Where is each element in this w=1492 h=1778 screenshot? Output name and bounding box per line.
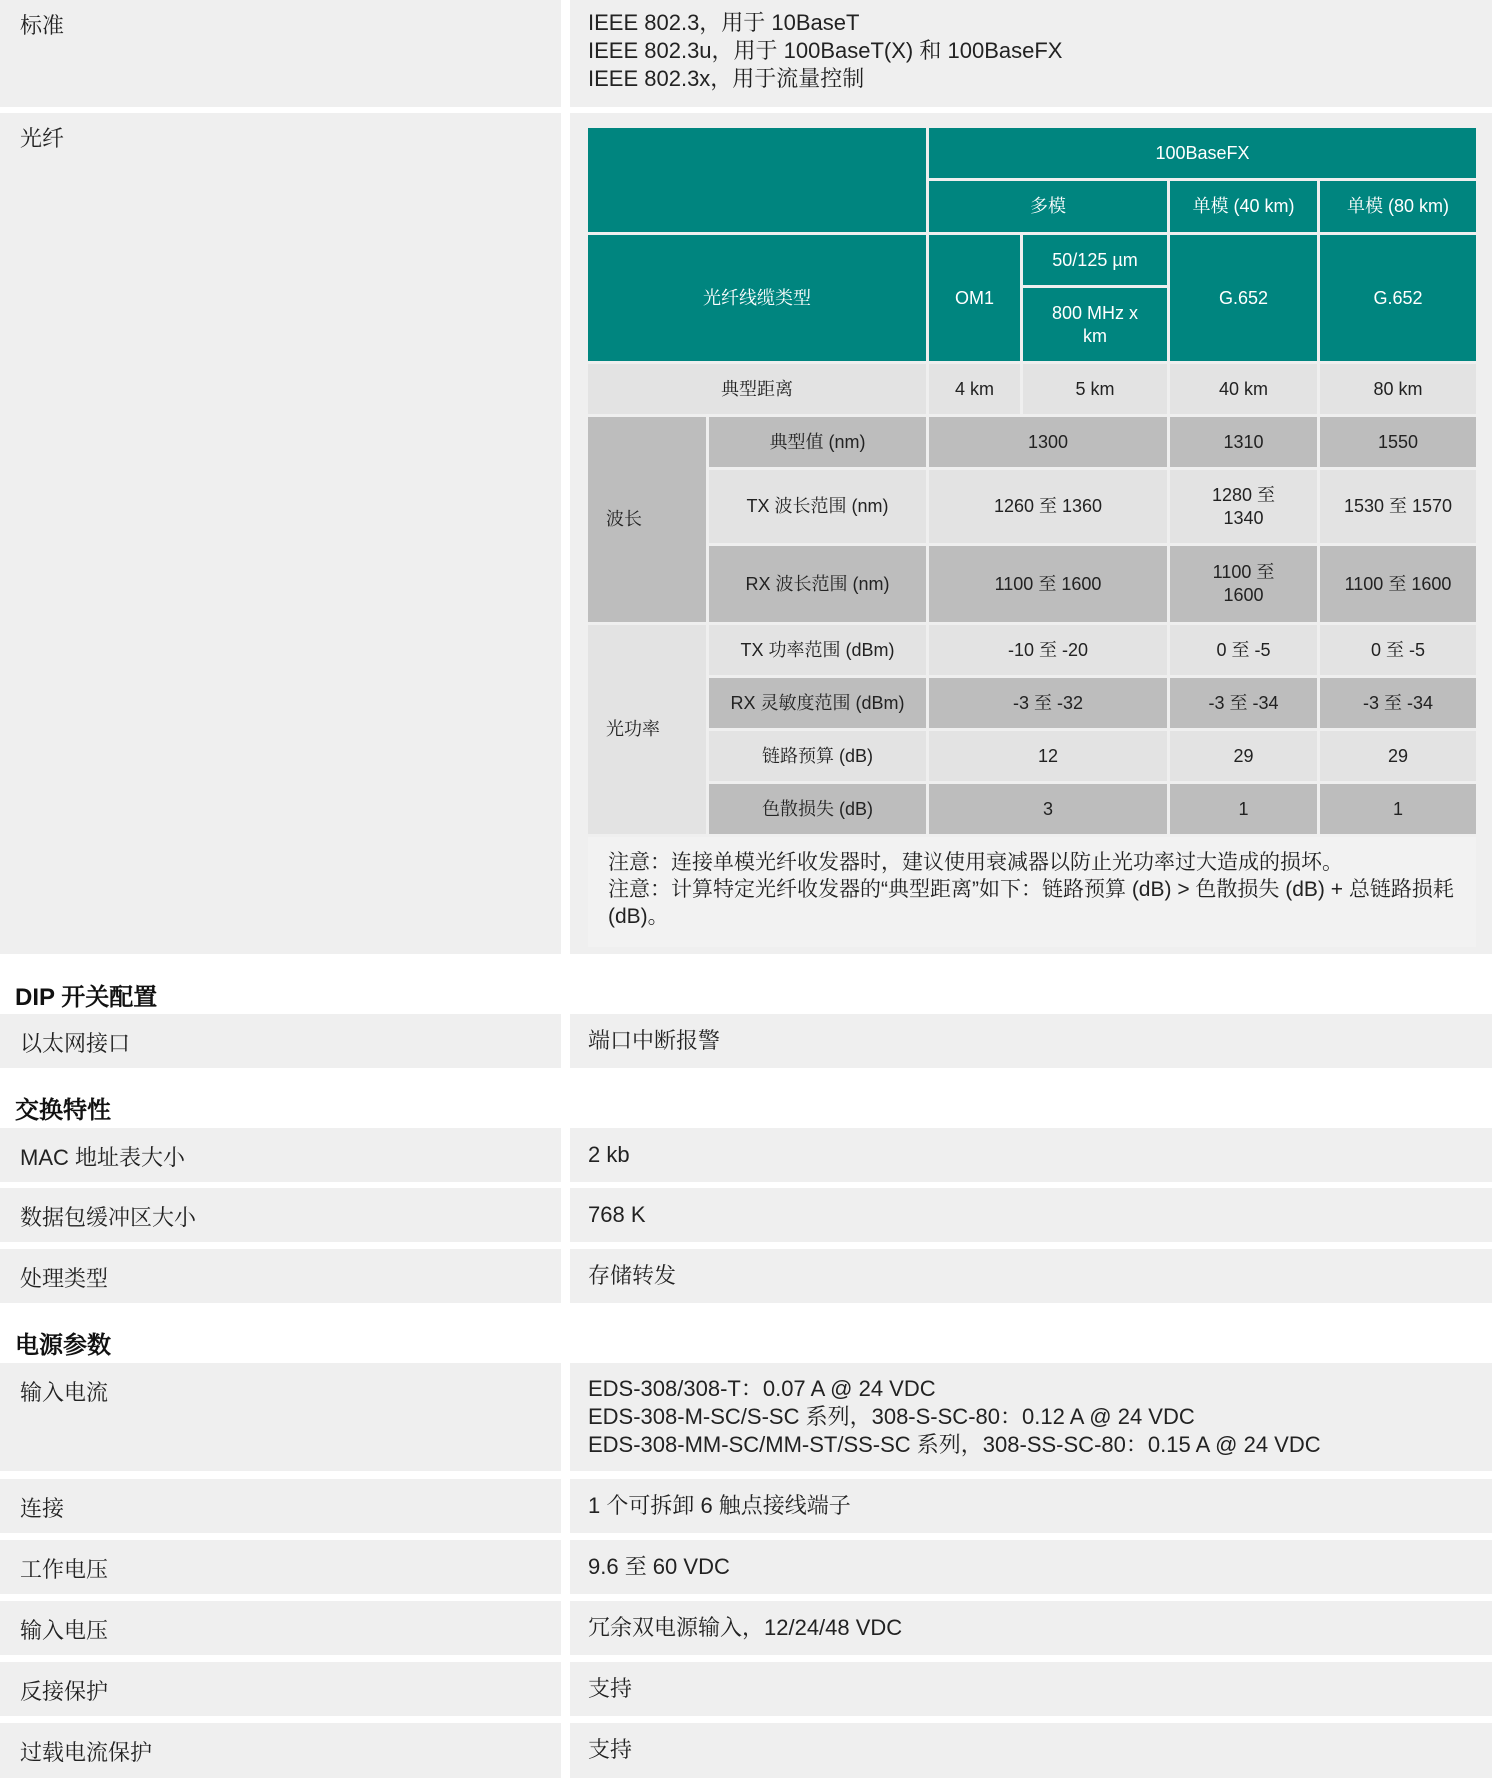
power-input-current-row — [0, 1363, 1492, 1471]
standards-line: IEEE 802.3u，用于 100BaseT(X) 和 100BaseFX — [588, 38, 1063, 63]
fiber-label: 光纤 — [0, 113, 561, 954]
power-row-label: 输入电压 — [0, 1601, 561, 1655]
wavelength-value: 1100 至 1600 — [929, 546, 1167, 622]
standards-line: IEEE 802.3x，用于流量控制 — [588, 66, 865, 91]
input-current-label: 输入电流 — [0, 1363, 561, 1471]
power-row — [0, 1662, 1492, 1716]
fiber-header-group: 100BaseFX — [929, 128, 1476, 178]
power-row-value: 冗余双电源输入，12/24/48 VDC — [570, 1601, 1492, 1655]
power-row-value: 9.6 至 60 VDC — [570, 1540, 1492, 1594]
switching-row-value: 2 kb — [570, 1128, 1492, 1182]
power-row-label: RX 灵敏度范围 (dBm) — [709, 678, 926, 728]
power-row — [0, 1723, 1492, 1778]
dip-row-value: 端口中断报警 — [570, 1014, 1492, 1068]
wavelength-value: 1310 — [1170, 417, 1317, 467]
switching-row-value: 768 K — [570, 1188, 1492, 1242]
typical-distance-value: 40 km — [1170, 364, 1317, 414]
power-row-label: 链路预算 (dB) — [709, 731, 926, 781]
input-current-line: EDS-308-M-SC/S-SC 系列，308-S-SC-80：0.12 A @ 24 VDC — [588, 1404, 1195, 1429]
power-row-label: 工作电压 — [0, 1540, 561, 1594]
power-value: 29 — [1320, 731, 1476, 781]
power-value: 29 — [1170, 731, 1317, 781]
standards-value — [570, 0, 1492, 107]
power-value: 3 — [929, 784, 1167, 834]
section-heading-switching: 交换特性 — [15, 1097, 111, 1124]
power-value: 1 — [1170, 784, 1317, 834]
fiber-header-blank — [588, 128, 926, 232]
wavelength-value: 1530 至 1570 — [1320, 470, 1476, 543]
power-value: -3 至 -34 — [1170, 678, 1317, 728]
switching-row-value: 存储转发 — [570, 1249, 1492, 1303]
switching-row-label: 数据包缓冲区大小 — [0, 1188, 561, 1242]
power-value: -3 至 -32 — [929, 678, 1167, 728]
power-value: 0 至 -5 — [1320, 625, 1476, 675]
fiber-note: 注意：计算特定光纤收发器的“典型距离”如下：链路预算 (dB) > 色散损失 (dB) + 总链路损耗 (dB)。 — [608, 878, 1454, 928]
wavelength-row-label: 典型值 (nm) — [709, 417, 926, 467]
wavelength-value: 1100 至 1600 — [1170, 546, 1317, 622]
fiber-note: 注意：连接单模光纤收发器时，建议使用衰减器以防止光功率过大造成的损坏。 — [608, 851, 1343, 874]
power-row-value: 支持 — [570, 1662, 1492, 1716]
wavelength-group-label: 波长 — [588, 417, 706, 622]
fiber-notes — [588, 837, 1476, 947]
power-row-label: 反接保护 — [0, 1662, 561, 1716]
power-value: -10 至 -20 — [929, 625, 1167, 675]
switching-row — [0, 1249, 1492, 1303]
typical-distance-label: 典型距离 — [588, 364, 926, 414]
fiber-header-single80: 单模 (80 km) — [1320, 181, 1476, 232]
power-row-label: 连接 — [0, 1479, 561, 1533]
power-value: 12 — [929, 731, 1167, 781]
power-row — [0, 1540, 1492, 1594]
input-current-line: EDS-308-MM-SC/MM-ST/SS-SC 系列，308-SS-SC-80：0.15 A @ 24 VDC — [588, 1432, 1321, 1457]
switching-row-label: MAC 地址表大小 — [0, 1128, 561, 1182]
wavelength-value: 1280 至 1340 — [1170, 470, 1317, 543]
section-heading-power: 电源参数 — [15, 1332, 111, 1359]
fiber-cable-mm-size: 50/125 µm — [1023, 235, 1167, 285]
wavelength-value: 1300 — [929, 417, 1167, 467]
wavelength-value: 1100 至 1600 — [1320, 546, 1476, 622]
typical-distance-value: 4 km — [929, 364, 1020, 414]
typical-distance-value: 5 km — [1023, 364, 1167, 414]
section-heading-dip: DIP 开关配置 — [15, 984, 158, 1011]
dip-row — [0, 1014, 1492, 1068]
standards-label: 标准 — [0, 0, 561, 107]
standards-line: IEEE 802.3，用于 10BaseT — [588, 10, 860, 35]
fiber-table-container — [570, 113, 1492, 954]
fiber-cable-g652-80: G.652 — [1320, 235, 1476, 361]
power-value: 1 — [1320, 784, 1476, 834]
power-row-label: TX 功率范围 (dBm) — [709, 625, 926, 675]
wavelength-row-label: TX 波长范围 (nm) — [709, 470, 926, 543]
fiber-cable-g652-40: G.652 — [1170, 235, 1317, 361]
power-row-value: 1 个可拆卸 6 触点接线端子 — [570, 1479, 1492, 1533]
wavelength-value: 1260 至 1360 — [929, 470, 1167, 543]
power-row-value: 支持 — [570, 1723, 1492, 1778]
fiber-cable-om1: OM1 — [929, 235, 1020, 361]
wavelength-row-label: RX 波长范围 (nm) — [709, 546, 926, 622]
fiber-header-single40: 单模 (40 km) — [1170, 181, 1317, 232]
typical-distance-value: 80 km — [1320, 364, 1476, 414]
switching-row-label: 处理类型 — [0, 1249, 561, 1303]
power-row — [0, 1601, 1492, 1655]
input-current-value — [570, 1363, 1492, 1471]
input-current-line: EDS-308/308-T：0.07 A @ 24 VDC — [588, 1376, 936, 1401]
power-row — [0, 1479, 1492, 1533]
fiber-header-multimode: 多模 — [929, 181, 1167, 232]
dip-row-label: 以太网接口 — [0, 1014, 561, 1068]
switching-row — [0, 1128, 1492, 1182]
power-row-label: 色散损失 (dB) — [709, 784, 926, 834]
power-row-label: 过载电流保护 — [0, 1723, 561, 1778]
standards-row — [0, 0, 1492, 107]
fiber-cable-type-label: 光纤线缆类型 — [588, 235, 926, 361]
power-value: 0 至 -5 — [1170, 625, 1317, 675]
fiber-cable-mm-bandwidth: 800 MHz x km — [1023, 288, 1167, 361]
fiber-row — [0, 113, 1492, 954]
power-value: -3 至 -34 — [1320, 678, 1476, 728]
wavelength-value: 1550 — [1320, 417, 1476, 467]
power-group-label: 光功率 — [588, 625, 706, 834]
switching-row — [0, 1188, 1492, 1242]
